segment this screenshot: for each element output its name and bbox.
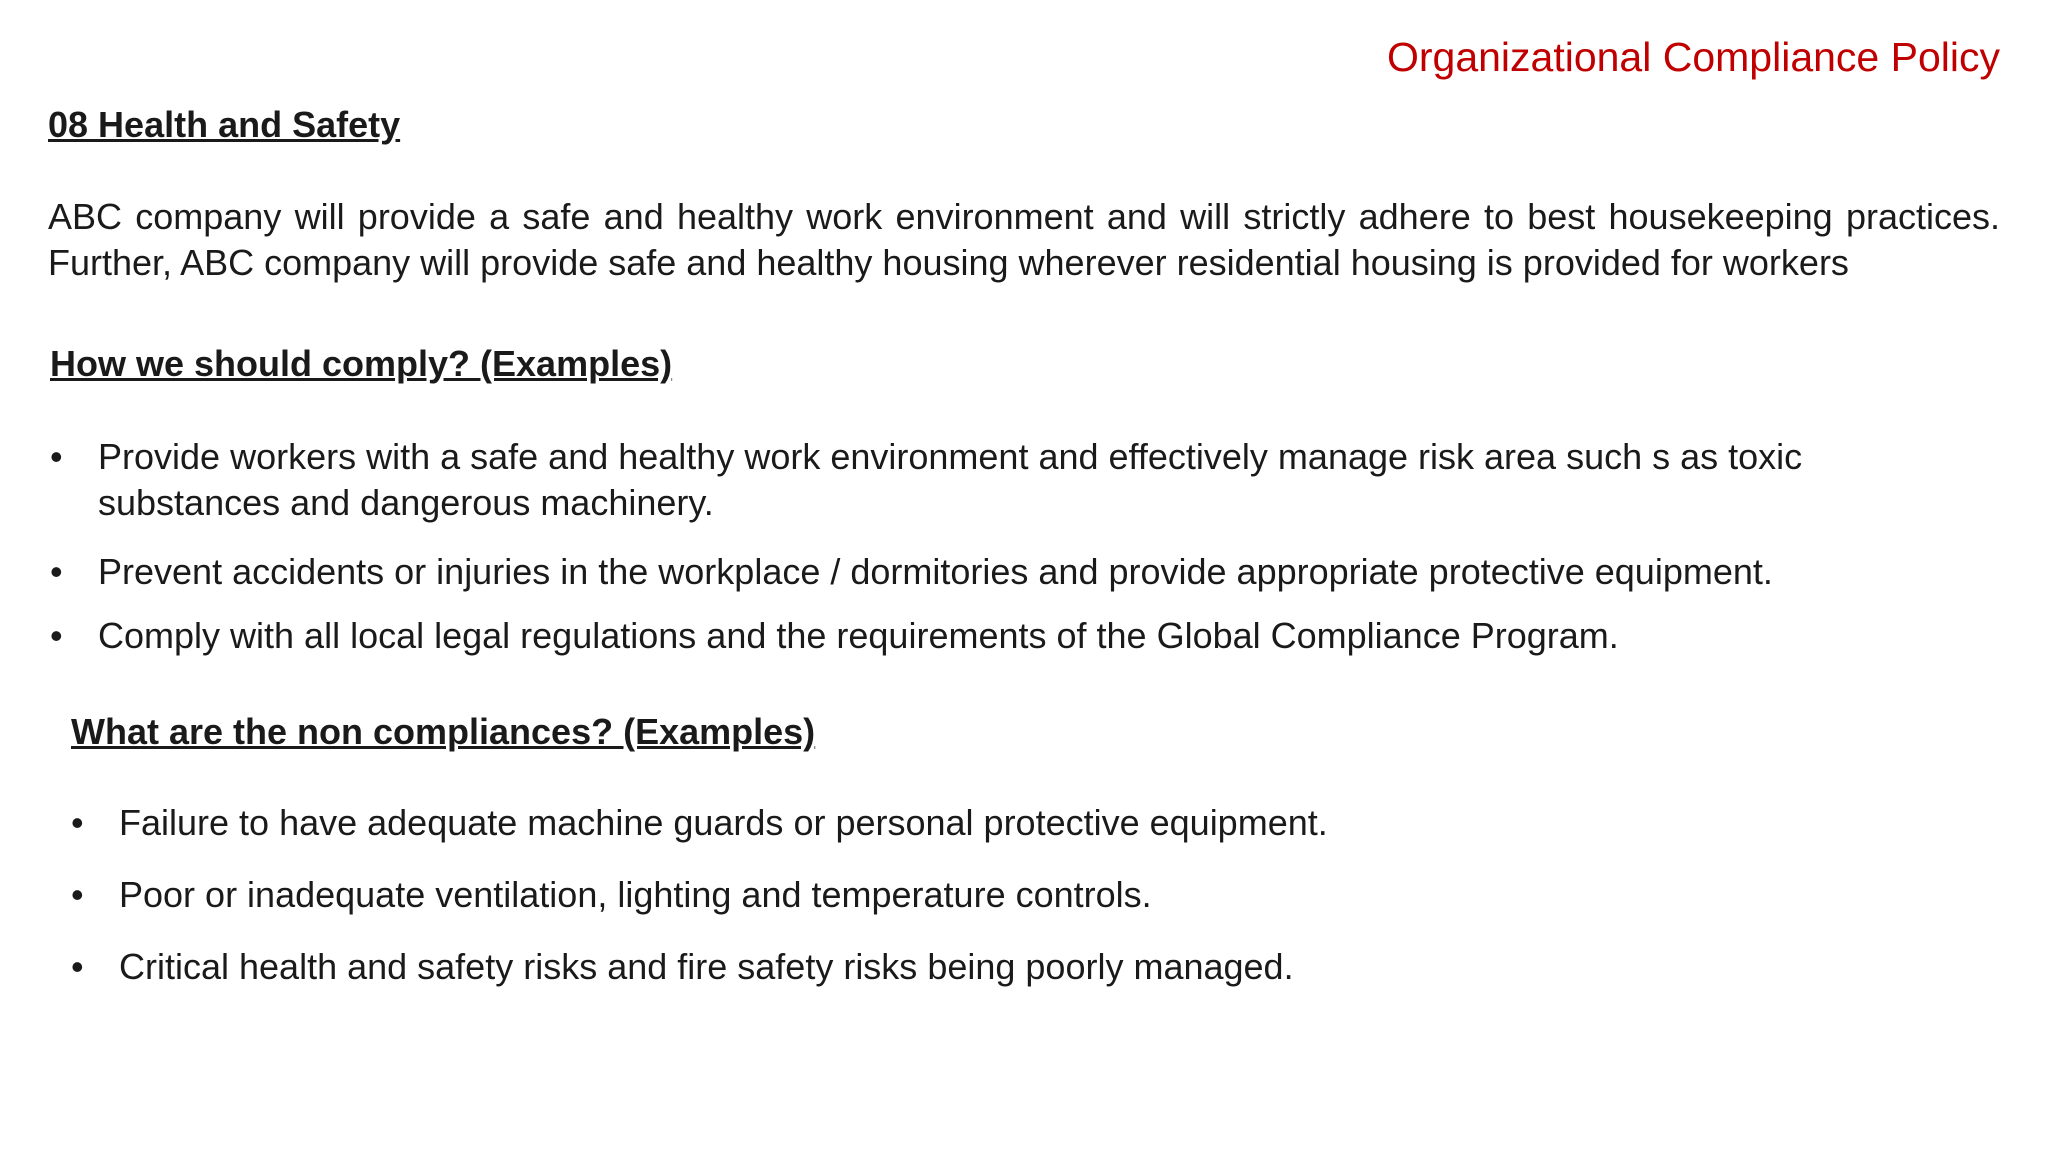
comply-list-item [50, 613, 1950, 659]
bullet-icon: • [71, 946, 84, 987]
comply-heading: How we should comply? (Examples) [50, 343, 673, 384]
noncompliance-list [71, 800, 1771, 1016]
noncompliance-list-item [71, 872, 1771, 918]
comply-item-text: Prevent accidents or injuries in the workplace / dormitories and provide appropriate protective equipment. [98, 551, 1773, 592]
noncompliance-item-text: Poor or inadequate ventilation, lighting and temperature controls. [119, 874, 1152, 915]
comply-list [50, 434, 1950, 659]
bullet-icon: • [50, 615, 63, 656]
bullet-icon: • [50, 551, 63, 592]
bullet-icon: • [71, 802, 84, 843]
comply-list-item [50, 434, 1950, 526]
bullet-icon: • [50, 436, 63, 477]
intro-paragraph: ABC company will provide a safe and healthy work environment and will strictly adhere to best housekeeping practices. Further, ABC company will provide safe and healthy housing wherever residential housing is provided for workers [48, 196, 2000, 283]
comply-item-text: Comply with all local legal regulations and the requirements of the Global Compliance Program. [98, 615, 1619, 656]
noncompliance-item-text: Failure to have adequate machine guards or personal protective equipment. [119, 802, 1328, 843]
noncompliance-item-text: Critical health and safety risks and fire safety risks being poorly managed. [119, 946, 1294, 987]
comply-item-text: Provide workers with a safe and healthy work environment and effectively manage risk area such s as toxic substances and dangerous machinery. [98, 436, 1803, 523]
section-heading: 08 Health and Safety [48, 104, 401, 145]
noncompliance-list-item [71, 800, 1771, 846]
bullet-icon: • [71, 874, 84, 915]
comply-list-item [50, 549, 1950, 595]
noncompliance-heading: What are the non compliances? (Examples) [71, 711, 816, 752]
noncompliance-list-item [71, 944, 1771, 990]
document-title: Organizational Compliance Policy [1386, 34, 2000, 80]
